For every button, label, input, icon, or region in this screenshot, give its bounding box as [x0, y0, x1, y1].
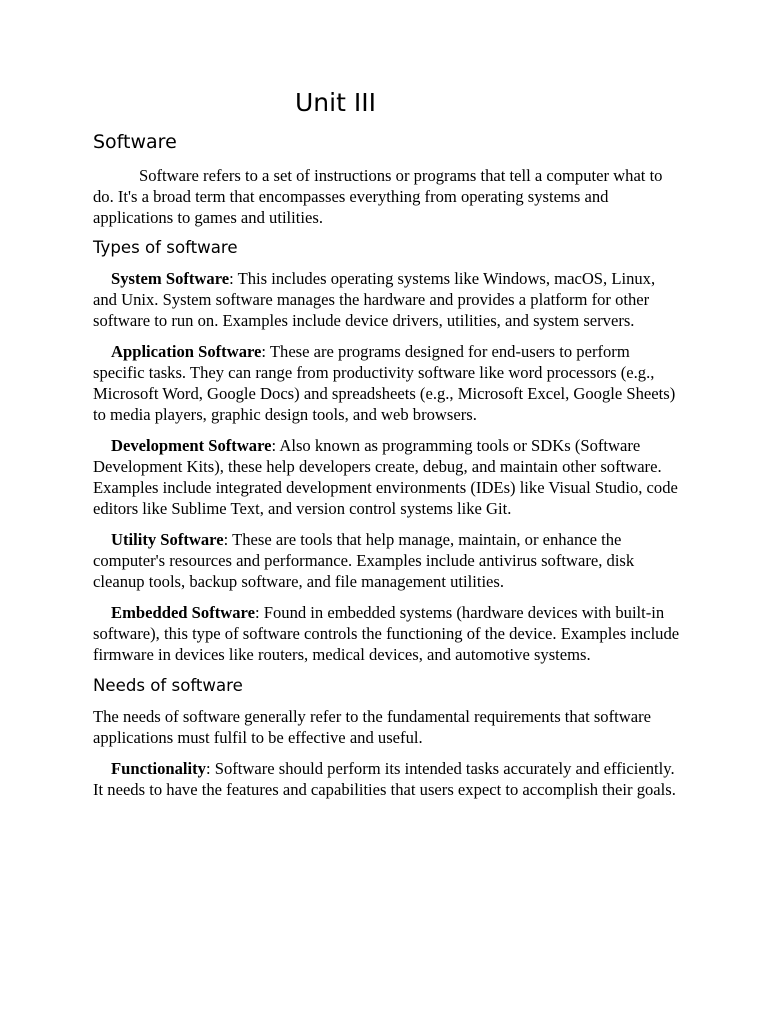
section-title: Software	[93, 131, 177, 153]
unit-title: Unit III	[295, 88, 376, 117]
term-label: Development Software	[111, 436, 272, 455]
term-description: : These are programs designed for end-users to perform specific tasks. They can range from productivity software like word processors (e.g., Microsoft Word, Google Docs) and spreadsheets (e.g., Microsoft Excel, Google Sheets) to media players, graphic design tools, and web browsers.	[93, 342, 676, 424]
intro-paragraph: Software refers to a set of instructions or programs that tell a computer what to do. It's a broad term that encompasses everything from operating systems and applications to games and utilities.	[93, 166, 663, 227]
term-description: : Also known as programming tools or SDKs (Software Development Kits), these help developers create, debug, and maintain other software. Examples include integrated development environments (IDEs) like Visual Studio, code editors like Sublime Text, and version control systems like Git.	[93, 436, 678, 518]
type-item-application	[93, 341, 683, 425]
need-item-functionality	[93, 758, 683, 800]
term-label: Utility Software	[111, 530, 224, 549]
term-description: : This includes operating systems like Windows, macOS, Linux, and Unix. System software manages the hardware and provides a platform for other software to run on. Examples include device drivers, utilities, and system servers.	[93, 269, 656, 330]
needs-heading: Needs of software	[93, 676, 243, 695]
term-description: : Found in embedded systems (hardware devices with built-in software), this type of software controls the functioning of the device. Examples include firmware in devices like routers, medical devices, and automotive systems.	[93, 603, 680, 664]
type-item-utility	[93, 529, 683, 592]
type-item-development	[93, 435, 683, 519]
term-label: Application Software	[111, 342, 262, 361]
term-description: : Software should perform its intended tasks accurately and efficiently. It needs to have the features and capabilities that users expect to accomplish their goals.	[93, 759, 676, 799]
term-label: Embedded Software	[111, 603, 255, 622]
type-item-embedded	[93, 602, 683, 665]
needs-intro-paragraph: The needs of software generally refer to the fundamental requirements that software applications must fulfil to be effective and useful.	[93, 707, 651, 747]
term-label: Functionality	[111, 759, 206, 778]
term-label: System Software	[111, 269, 230, 288]
document-body	[93, 165, 683, 810]
term-description: : These are tools that help manage, maintain, or enhance the computer's resources and performance. Examples include antivirus software, disk cleanup tools, backup software, and file management utilities.	[93, 530, 635, 591]
types-heading: Types of software	[93, 238, 238, 257]
type-item-system	[93, 268, 683, 331]
